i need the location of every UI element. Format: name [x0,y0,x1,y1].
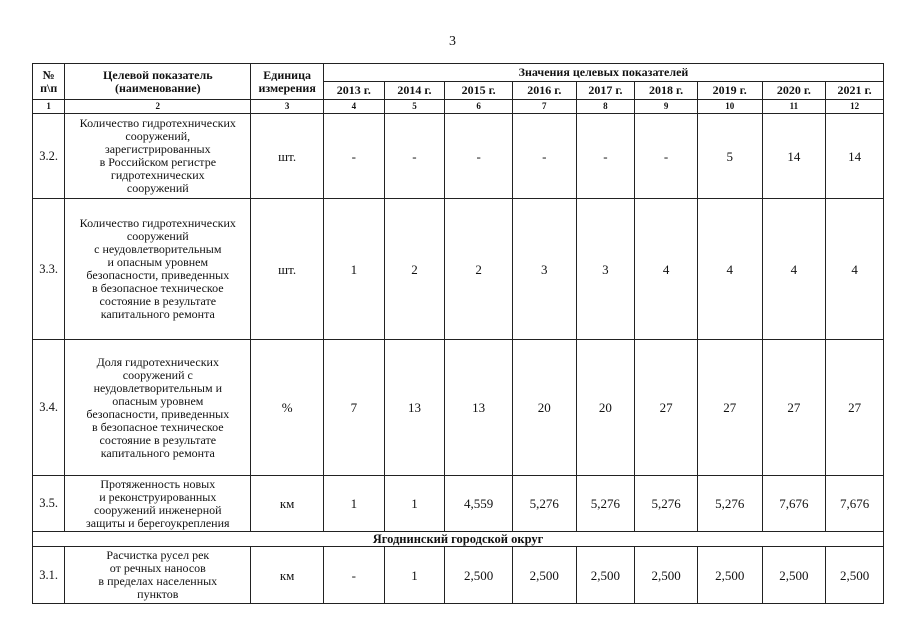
column-number: 4 [324,100,385,114]
row-value: 5,276 [576,476,635,532]
row-value: 4 [762,199,826,340]
row-value: - [324,547,385,604]
row-value: 4 [826,199,884,340]
section-title: Ягоднинский городской округ [33,532,884,547]
row-value: - [384,114,445,199]
row-indicator-name: Количество гидротехнических сооружений с неудовлетворительным и опасным уровнем безопасности, приведенных в безопасное техническое состояние в результате капитального ремонта [65,199,251,340]
header-row-1 [33,64,884,82]
row-value: 7,676 [826,476,884,532]
page-number: 3 [449,34,456,49]
row-value: 5,276 [697,476,762,532]
column-number: 5 [384,100,445,114]
header-year: 2013 г. [324,82,385,100]
column-number: 12 [826,100,884,114]
row-value: 1 [324,199,385,340]
row-unit: км [251,476,324,532]
row-value: 27 [826,340,884,476]
header-unit: Единица измерения [251,64,324,100]
row-unit: % [251,340,324,476]
row-value: 2 [384,199,445,340]
column-number-row [33,100,884,114]
row-number: 3.1. [33,547,65,604]
column-number: 1 [33,100,65,114]
row-value: 4 [697,199,762,340]
row-value: 4,559 [445,476,513,532]
row-value: - [635,114,698,199]
row-value: 2,500 [826,547,884,604]
row-value: 27 [697,340,762,476]
table-row [33,476,884,532]
row-value: 2,500 [512,547,576,604]
table-row [33,340,884,476]
row-value: 13 [384,340,445,476]
row-number: 3.2. [33,114,65,199]
table-row [33,114,884,199]
column-number: 2 [65,100,251,114]
row-value: 5,276 [635,476,698,532]
row-value: 2 [445,199,513,340]
row-value: - [324,114,385,199]
row-value: 4 [635,199,698,340]
column-number: 10 [697,100,762,114]
header-year: 2014 г. [384,82,445,100]
row-value: 27 [762,340,826,476]
row-value: 5,276 [512,476,576,532]
row-value: 14 [826,114,884,199]
row-value: 27 [635,340,698,476]
row-value: - [576,114,635,199]
row-value: 2,500 [697,547,762,604]
row-number: 3.4. [33,340,65,476]
table-row [33,199,884,340]
row-indicator-name: Доля гидротехнических сооружений с неудовлетворительным и опасным уровнем безопасности, приведенных в безопасное техническое состояние в результате капитального ремонта [65,340,251,476]
header-year: 2020 г. [762,82,826,100]
row-value: 13 [445,340,513,476]
row-value: 1 [384,547,445,604]
header-year: 2018 г. [635,82,698,100]
row-value: 3 [512,199,576,340]
row-number: 3.3. [33,199,65,340]
section-header-row [33,532,884,547]
header-year: 2016 г. [512,82,576,100]
row-value: 2,500 [445,547,513,604]
header-values-group: Значения целевых показателей [324,64,884,82]
header-indicator: Целевой показатель (наименование) [65,64,251,100]
column-number: 8 [576,100,635,114]
table-row [33,547,884,604]
column-number: 6 [445,100,513,114]
row-value: 2,500 [635,547,698,604]
row-value: - [512,114,576,199]
column-number: 11 [762,100,826,114]
row-value: 3 [576,199,635,340]
row-value: 1 [384,476,445,532]
row-value: 1 [324,476,385,532]
row-unit: шт. [251,114,324,199]
row-value: 7,676 [762,476,826,532]
row-value: 20 [576,340,635,476]
header-num: № п\п [33,64,65,100]
header-year: 2017 г. [576,82,635,100]
column-number: 3 [251,100,324,114]
row-value: 5 [697,114,762,199]
row-unit: км [251,547,324,604]
row-number: 3.5. [33,476,65,532]
row-indicator-name: Расчистка русел рек от речных наносов в пределах населенных пунктов [65,547,251,604]
row-value: - [445,114,513,199]
column-number: 7 [512,100,576,114]
row-indicator-name: Протяженность новых и реконструированных сооружений инженерной защиты и берегоукрепления [65,476,251,532]
row-value: 2,500 [576,547,635,604]
row-value: 20 [512,340,576,476]
header-year: 2015 г. [445,82,513,100]
row-value: 7 [324,340,385,476]
target-indicators-table [32,63,884,604]
column-number: 9 [635,100,698,114]
header-year: 2019 г. [697,82,762,100]
row-indicator-name: Количество гидротехнических сооружений, зарегистрированных в Российском регистре гидротехнических сооружений [65,114,251,199]
row-value: 14 [762,114,826,199]
row-value: 2,500 [762,547,826,604]
row-unit: шт. [251,199,324,340]
header-year: 2021 г. [826,82,884,100]
